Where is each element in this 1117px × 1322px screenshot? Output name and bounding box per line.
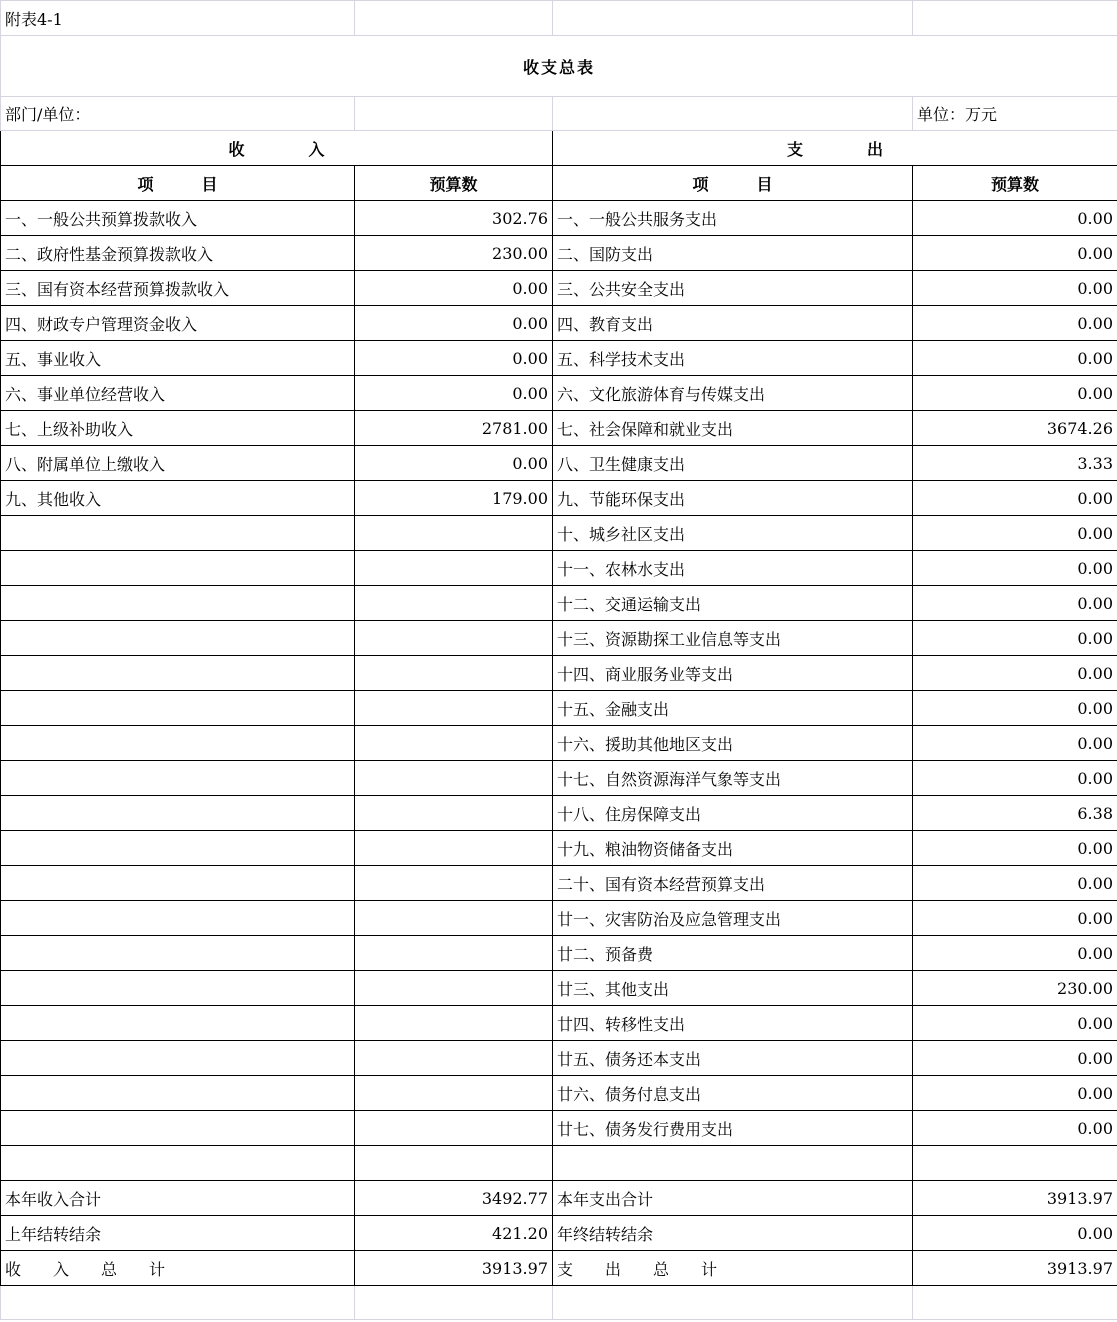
expense-value-cell[interactable]: 0.00: [913, 1111, 1117, 1146]
income-value-cell[interactable]: [355, 516, 553, 551]
income-item-cell[interactable]: 六、事业单位经营收入: [1, 376, 355, 411]
expense-item-cell[interactable]: 五、科学技术支出: [553, 341, 913, 376]
expense-value-cell[interactable]: 0.00: [913, 901, 1117, 936]
expense-value-cell[interactable]: 0.00: [913, 236, 1117, 271]
expense-item-cell[interactable]: 七、社会保障和就业支出: [553, 411, 913, 446]
income-item-cell[interactable]: [1, 656, 355, 691]
income-item-cell[interactable]: 九、其他收入: [1, 481, 355, 516]
income-value-cell[interactable]: 302.76: [355, 201, 553, 236]
income-value-cell[interactable]: [355, 936, 553, 971]
expense-item-cell[interactable]: 十九、粮油物资储备支出: [553, 831, 913, 866]
table-row: [1, 621, 1117, 656]
table-row: [1, 271, 1117, 306]
expense-item-cell[interactable]: 六、文化旅游体育与传媒支出: [553, 376, 913, 411]
income-value-cell[interactable]: [355, 761, 553, 796]
expense-item-cell[interactable]: 二十、国有资本经营预算支出: [553, 866, 913, 901]
blank-cell[interactable]: [1, 1286, 355, 1320]
blank-cell[interactable]: [553, 1286, 913, 1320]
expense-item-cell[interactable]: 廿三、其他支出: [553, 971, 913, 1006]
income-value-cell[interactable]: [355, 796, 553, 831]
blank-cell[interactable]: [913, 1, 1117, 36]
expense-item-cell[interactable]: 十四、商业服务业等支出: [553, 656, 913, 691]
income-item-cell[interactable]: 四、财政专户管理资金收入: [1, 306, 355, 341]
blank-cell[interactable]: [913, 1286, 1117, 1320]
income-value-cell[interactable]: 0.00: [355, 376, 553, 411]
total-row: [1, 1251, 1117, 1286]
expense-item-cell[interactable]: 十七、自然资源海洋气象等支出: [553, 761, 913, 796]
income-header[interactable]: 收 入: [1, 131, 553, 166]
income-value-cell[interactable]: 179.00: [355, 481, 553, 516]
expense-value-cell[interactable]: 0.00: [913, 1041, 1117, 1076]
income-item-cell[interactable]: [1, 726, 355, 761]
expense-value-cell[interactable]: 6.38: [913, 796, 1117, 831]
table-row: [1, 691, 1117, 726]
expense-value-cell[interactable]: 0.00: [913, 516, 1117, 551]
expense-value-cell[interactable]: 3674.26: [913, 411, 1117, 446]
table-row: [1, 936, 1117, 971]
table-row: [1, 341, 1117, 376]
income-value-cell[interactable]: [355, 901, 553, 936]
income-value-cell[interactable]: [355, 1006, 553, 1041]
table-row: [1, 796, 1117, 831]
expense-item-cell[interactable]: 十八、住房保障支出: [553, 796, 913, 831]
table-row: [1, 306, 1117, 341]
expense-item-cell[interactable]: [553, 1146, 913, 1181]
income-value-cell[interactable]: [355, 866, 553, 901]
income-item-cell[interactable]: [1, 1076, 355, 1111]
income-item-cell[interactable]: [1, 1111, 355, 1146]
table-row: [1, 1006, 1117, 1041]
expense-item-cell[interactable]: 二、国防支出: [553, 236, 913, 271]
income-item-cell[interactable]: [1, 901, 355, 936]
expense-value-cell[interactable]: 0.00: [913, 341, 1117, 376]
table-row: [1, 236, 1117, 271]
expense-value-cell[interactable]: 0.00: [913, 551, 1117, 586]
income-value-cell[interactable]: [355, 586, 553, 621]
table-row: [1, 1041, 1117, 1076]
expense-item-cell[interactable]: 廿六、债务付息支出: [553, 1076, 913, 1111]
income-value-cell[interactable]: 0.00: [355, 306, 553, 341]
expense-value-cell[interactable]: 0.00: [913, 656, 1117, 691]
expense-item-cell[interactable]: 年终结转结余: [553, 1216, 913, 1251]
blank-cell[interactable]: [355, 1286, 553, 1320]
income-value-cell[interactable]: 0.00: [355, 271, 553, 306]
expense-value-cell[interactable]: 0.00: [913, 376, 1117, 411]
income-item-cell[interactable]: 五、事业收入: [1, 341, 355, 376]
table-row: [1, 761, 1117, 796]
table-row: [1, 586, 1117, 621]
table-row: [1, 1076, 1117, 1111]
label-row: [1, 1, 1117, 36]
income-value-cell[interactable]: [355, 726, 553, 761]
expense-value-cell[interactable]: 0.00: [913, 936, 1117, 971]
table-row: [1, 971, 1117, 1006]
expense-item-cell[interactable]: 十、城乡社区支出: [553, 516, 913, 551]
income-value-cell[interactable]: [355, 971, 553, 1006]
income-value-cell[interactable]: 230.00: [355, 236, 553, 271]
table-row: [1, 551, 1117, 586]
table-row: [1, 516, 1117, 551]
income-item-cell[interactable]: [1, 971, 355, 1006]
income-item-cell[interactable]: [1, 586, 355, 621]
page-title[interactable]: 收支总表: [1, 36, 1117, 97]
income-item-cell[interactable]: [1, 621, 355, 656]
income-item-cell[interactable]: [1, 831, 355, 866]
expense-item-cell[interactable]: 支 出 总 计: [553, 1251, 913, 1286]
expense-item-cell[interactable]: 十一、农林水支出: [553, 551, 913, 586]
expense-item-cell[interactable]: 十二、交通运输支出: [553, 586, 913, 621]
income-item-cell[interactable]: 收 入 总 计: [1, 1251, 355, 1286]
expense-header[interactable]: 支 出: [553, 131, 1117, 166]
expense-item-header[interactable]: 项 目: [553, 166, 913, 201]
expense-item-cell[interactable]: 廿四、转移性支出: [553, 1006, 913, 1041]
blank-cell[interactable]: [553, 1, 913, 36]
expense-value-cell[interactable]: 0.00: [913, 201, 1117, 236]
expense-value-cell[interactable]: 0.00: [913, 271, 1117, 306]
expense-budget-header[interactable]: 预算数: [913, 166, 1117, 201]
dept-label[interactable]: 部门/单位：: [1, 97, 355, 131]
expense-value-cell[interactable]: 0.00: [913, 1076, 1117, 1111]
income-item-cell[interactable]: [1, 796, 355, 831]
income-value-cell[interactable]: [355, 1076, 553, 1111]
total-row: [1, 1181, 1117, 1216]
income-item-cell[interactable]: 三、国有资本经营预算拨款收入: [1, 271, 355, 306]
income-item-cell[interactable]: 七、上级补助收入: [1, 411, 355, 446]
title-row: [1, 36, 1117, 97]
table-row: [1, 1146, 1117, 1181]
income-item-cell[interactable]: [1, 1146, 355, 1181]
expense-value-cell[interactable]: 0.00: [913, 306, 1117, 341]
expense-value-cell[interactable]: 0.00: [913, 726, 1117, 761]
expense-value-cell[interactable]: 230.00: [913, 971, 1117, 1006]
income-value-cell[interactable]: 0.00: [355, 446, 553, 481]
column-header-row: [1, 166, 1117, 201]
income-value-cell[interactable]: [355, 551, 553, 586]
total-row: [1, 1216, 1117, 1251]
income-item-cell[interactable]: [1, 691, 355, 726]
expense-item-cell[interactable]: 十三、资源勘探工业信息等支出: [553, 621, 913, 656]
expense-item-cell[interactable]: 廿二、预备费: [553, 936, 913, 971]
income-item-cell[interactable]: [1, 1041, 355, 1076]
income-value-cell[interactable]: 3492.77: [355, 1181, 553, 1216]
income-value-cell[interactable]: [355, 1146, 553, 1181]
income-item-cell[interactable]: [1, 516, 355, 551]
income-item-cell[interactable]: 本年收入合计: [1, 1181, 355, 1216]
expense-value-cell[interactable]: 3913.97: [913, 1181, 1117, 1216]
expense-item-cell[interactable]: 十六、援助其他地区支出: [553, 726, 913, 761]
income-item-cell[interactable]: [1, 761, 355, 796]
expense-item-cell[interactable]: 本年支出合计: [553, 1181, 913, 1216]
income-item-cell[interactable]: 二、政府性基金预算拨款收入: [1, 236, 355, 271]
expense-value-cell[interactable]: 0.00: [913, 621, 1117, 656]
income-item-cell[interactable]: 上年结转结余: [1, 1216, 355, 1251]
expense-item-cell[interactable]: 廿七、债务发行费用支出: [553, 1111, 913, 1146]
table-row: [1, 1111, 1117, 1146]
income-item-cell[interactable]: [1, 551, 355, 586]
table-row: [1, 201, 1117, 236]
sheet-label[interactable]: 附表4-1: [1, 1, 355, 36]
blank-cell[interactable]: [355, 97, 553, 131]
table-row: [1, 411, 1117, 446]
expense-value-cell[interactable]: 0.00: [913, 866, 1117, 901]
meta-row: [1, 97, 1117, 131]
expense-value-cell[interactable]: [913, 1146, 1117, 1181]
table-row: [1, 726, 1117, 761]
income-value-cell[interactable]: [355, 1111, 553, 1146]
table-row: [1, 481, 1117, 516]
income-value-cell[interactable]: [355, 656, 553, 691]
expense-value-cell[interactable]: 3.33: [913, 446, 1117, 481]
section-header-row: [1, 131, 1117, 166]
expense-value-cell[interactable]: 0.00: [913, 831, 1117, 866]
expense-item-cell[interactable]: 十五、金融支出: [553, 691, 913, 726]
income-budget-header[interactable]: 预算数: [355, 166, 553, 201]
income-value-cell[interactable]: [355, 831, 553, 866]
table-row: [1, 901, 1117, 936]
expense-value-cell[interactable]: 0.00: [913, 1006, 1117, 1041]
table-row: [1, 376, 1117, 411]
expense-value-cell[interactable]: 0.00: [913, 481, 1117, 516]
income-item-header[interactable]: 项 目: [1, 166, 355, 201]
income-item-cell[interactable]: 一、一般公共预算拨款收入: [1, 201, 355, 236]
income-value-cell[interactable]: [355, 621, 553, 656]
income-value-cell[interactable]: [355, 1041, 553, 1076]
income-item-cell[interactable]: 八、附属单位上缴收入: [1, 446, 355, 481]
expense-value-cell[interactable]: 0.00: [913, 761, 1117, 796]
expense-item-cell[interactable]: 廿五、债务还本支出: [553, 1041, 913, 1076]
unit-label[interactable]: 单位：万元: [913, 97, 1117, 131]
income-value-cell[interactable]: 2781.00: [355, 411, 553, 446]
income-item-cell[interactable]: [1, 866, 355, 901]
blank-cell[interactable]: [553, 97, 913, 131]
expense-item-cell[interactable]: 一、一般公共服务支出: [553, 201, 913, 236]
expense-value-cell[interactable]: 0.00: [913, 586, 1117, 621]
income-value-cell[interactable]: 3913.97: [355, 1251, 553, 1286]
expense-value-cell[interactable]: 3913.97: [913, 1251, 1117, 1286]
income-item-cell[interactable]: [1, 936, 355, 971]
table-row: [1, 831, 1117, 866]
expense-item-cell[interactable]: 三、公共安全支出: [553, 271, 913, 306]
expense-item-cell[interactable]: 四、教育支出: [553, 306, 913, 341]
expense-value-cell[interactable]: 0.00: [913, 691, 1117, 726]
income-value-cell[interactable]: [355, 691, 553, 726]
empty-row: [1, 1286, 1117, 1320]
table-row: [1, 446, 1117, 481]
expense-item-cell[interactable]: 九、节能环保支出: [553, 481, 913, 516]
expense-item-cell[interactable]: 八、卫生健康支出: [553, 446, 913, 481]
expense-value-cell[interactable]: 0.00: [913, 1216, 1117, 1251]
income-value-cell[interactable]: 421.20: [355, 1216, 553, 1251]
income-value-cell[interactable]: 0.00: [355, 341, 553, 376]
table-row: [1, 866, 1117, 901]
expense-item-cell[interactable]: 廿一、灾害防治及应急管理支出: [553, 901, 913, 936]
table-row: [1, 656, 1117, 691]
income-item-cell[interactable]: [1, 1006, 355, 1041]
blank-cell[interactable]: [355, 1, 553, 36]
